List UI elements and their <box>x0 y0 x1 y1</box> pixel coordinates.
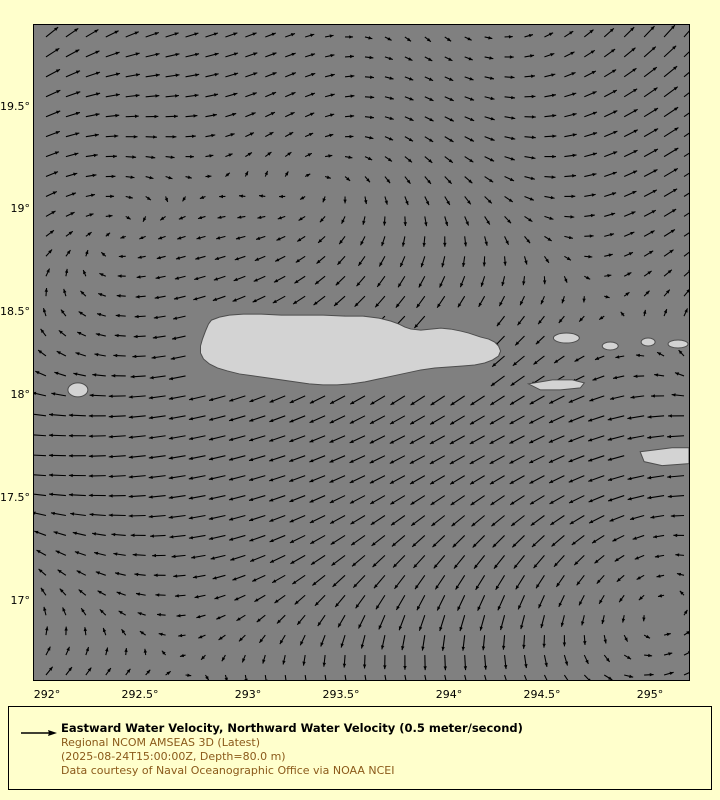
y-tick-label: 19° <box>10 202 30 215</box>
legend-box <box>8 706 712 790</box>
islet-east-c <box>668 340 688 348</box>
islet-southeast <box>640 448 689 466</box>
vieques-island <box>528 380 584 390</box>
islet-east-a <box>602 342 618 350</box>
x-tick-label: 294.5° <box>523 688 561 701</box>
y-tick-label: 18° <box>10 388 30 401</box>
legend-source-line: Regional NCOM AMSEAS 3D (Latest) <box>61 736 260 749</box>
x-tick-label: 292° <box>33 688 61 701</box>
legend-time-line: (2025-08-24T15:00:00Z, Depth=80.0 m) <box>61 750 286 763</box>
y-tick-label: 18.5° <box>0 305 30 318</box>
y-tick-label: 19.5° <box>0 100 30 113</box>
legend-title: Eastward Water Velocity, Northward Water Velocity (0.5 meter/second) <box>61 721 523 735</box>
x-tick-label: 295° <box>636 688 664 701</box>
y-tick-label: 17° <box>10 594 30 607</box>
map-plot-area[interactable] <box>33 24 690 681</box>
puerto-rico-island <box>200 314 500 385</box>
culebra-island <box>553 333 579 343</box>
legend-courtesy-line: Data courtesy of Naval Oceanographic Office via NOAA NCEI <box>61 764 395 777</box>
land-polygons <box>34 25 689 680</box>
mona-island <box>68 383 88 397</box>
islet-east-b <box>641 338 655 346</box>
x-tick-label: 294° <box>435 688 463 701</box>
y-tick-label: 17.5° <box>0 491 30 504</box>
x-tick-label: 293° <box>234 688 262 701</box>
x-tick-label: 292.5° <box>121 688 159 701</box>
vector-arrow-icon <box>19 727 59 739</box>
x-tick-label: 293.5° <box>322 688 360 701</box>
